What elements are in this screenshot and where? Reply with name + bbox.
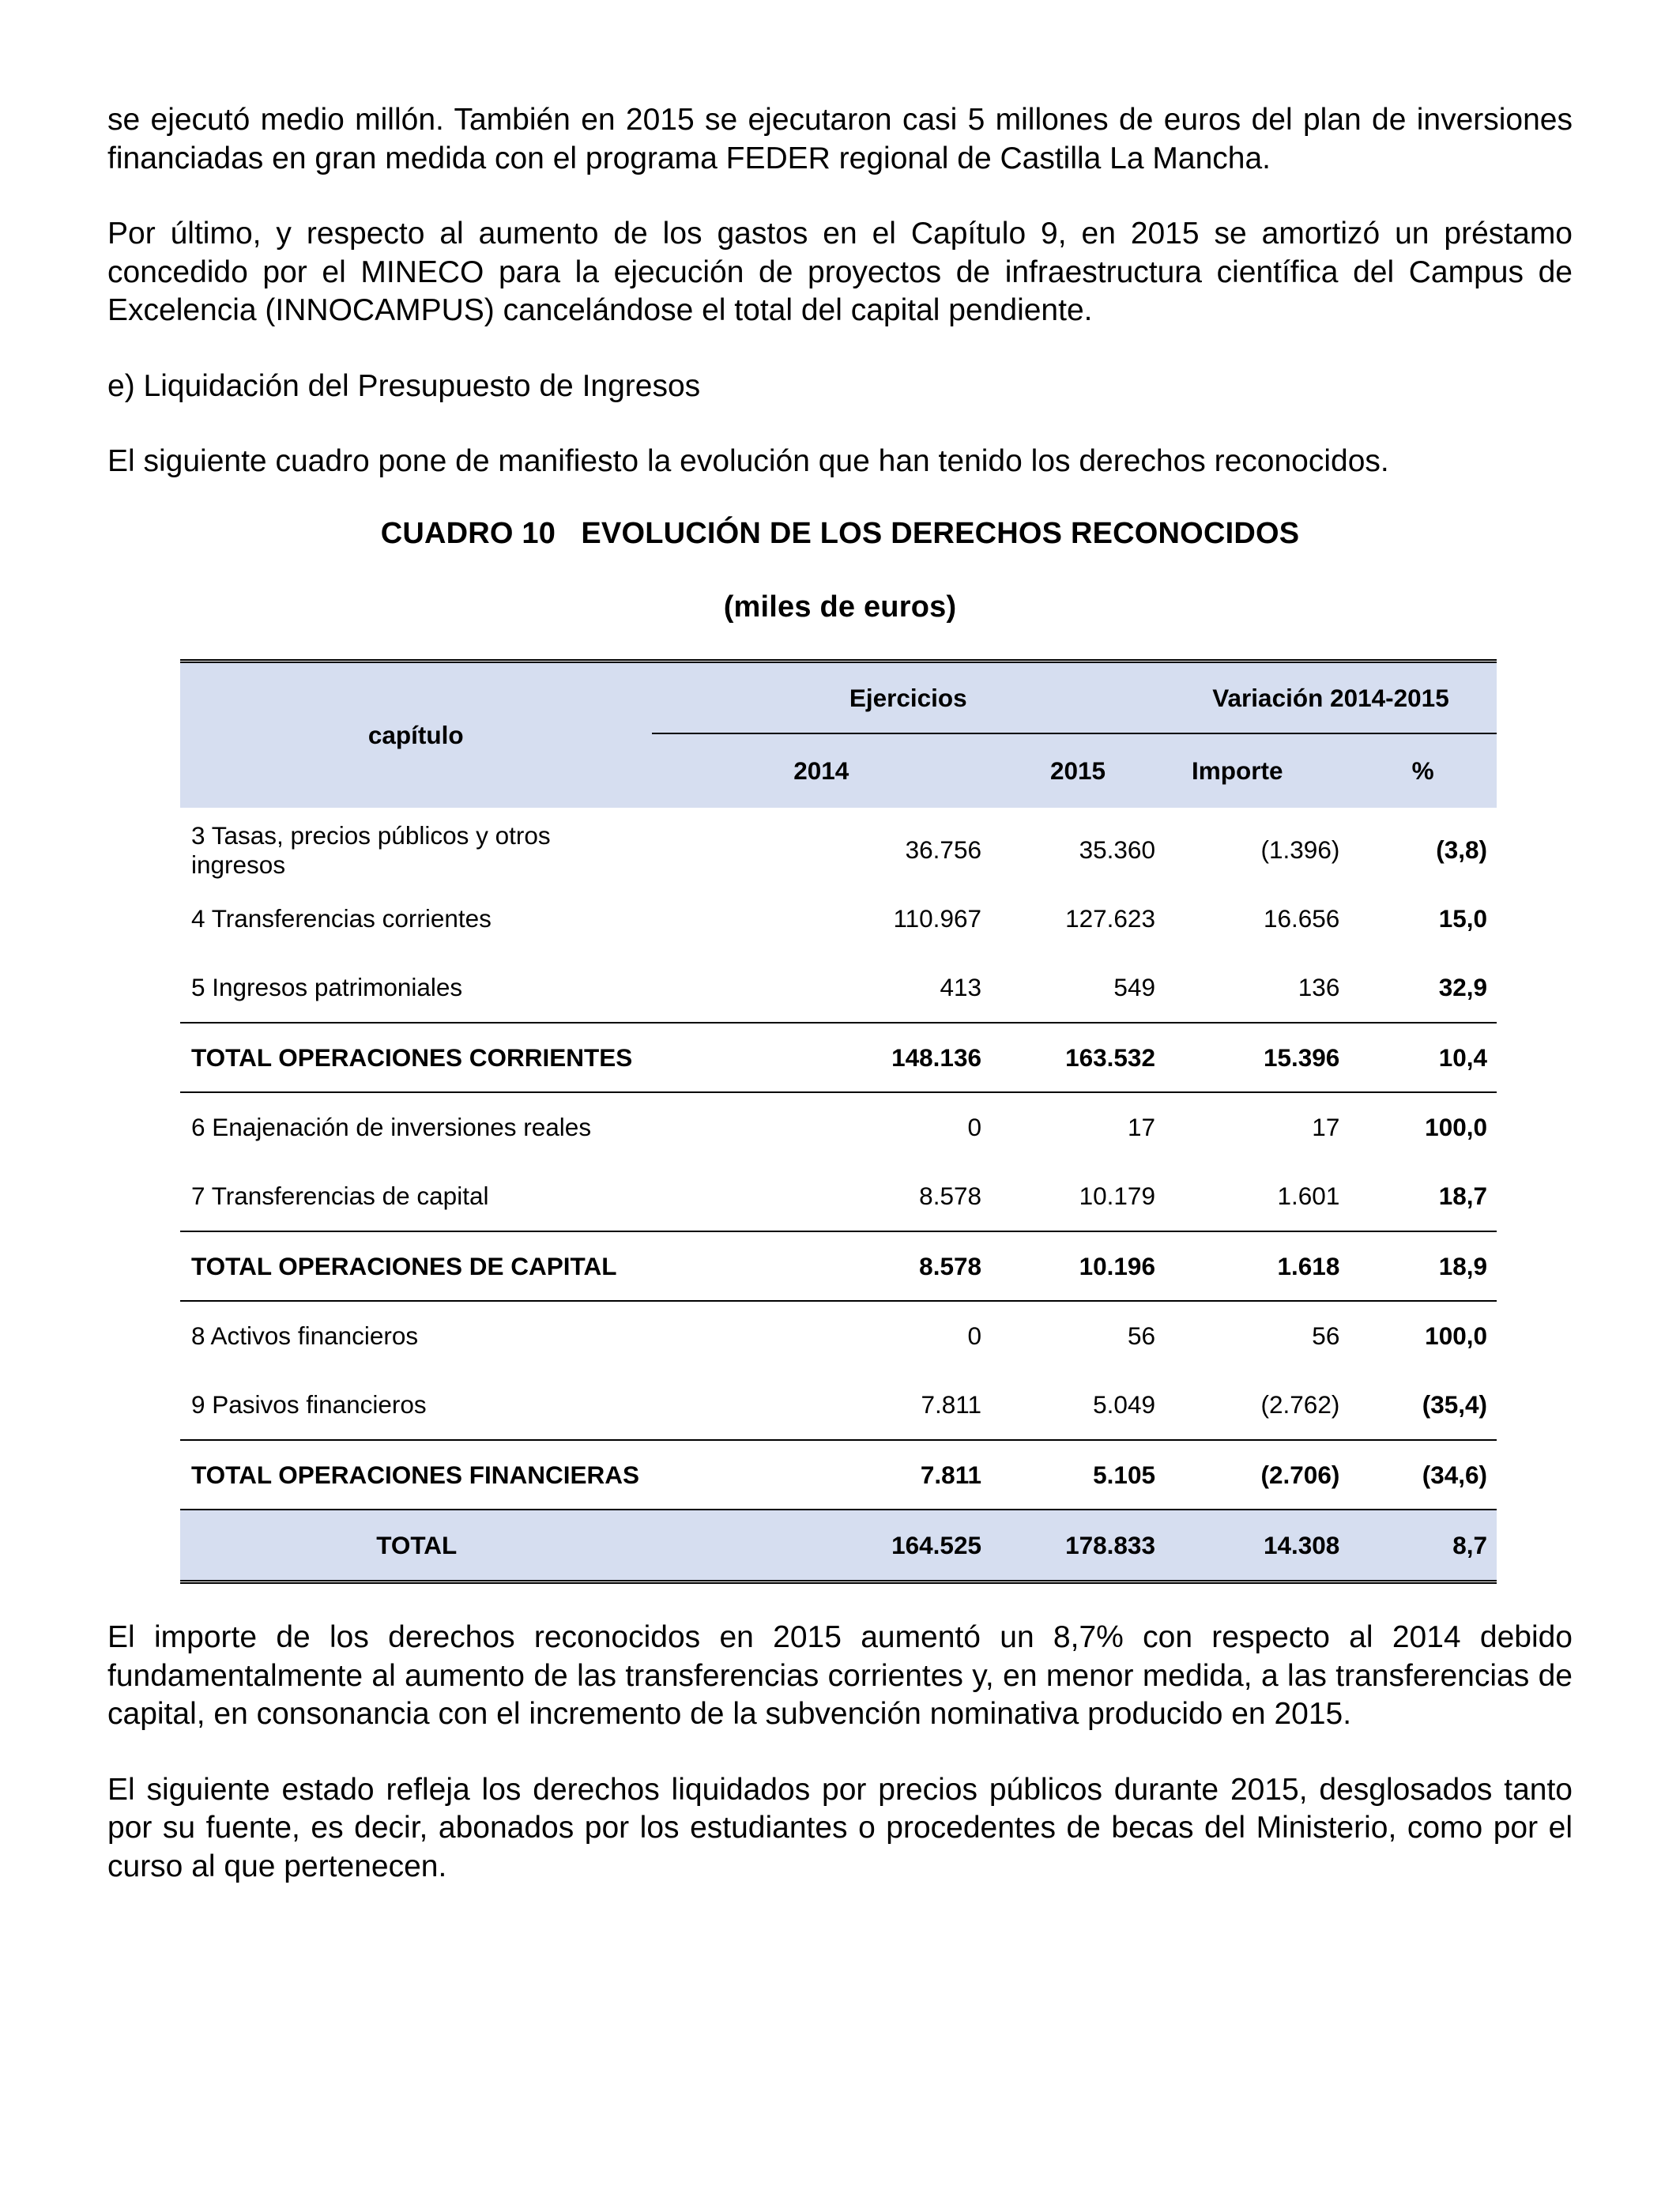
section-heading: e) Liquidación del Presupuesto de Ingresos [107,368,701,403]
cell-2015: 56 [991,1301,1165,1370]
table-row [180,1092,1497,1162]
row-label: 8 Activos financieros [180,1301,652,1370]
cell-2015: 127.623 [1065,904,1155,933]
row-label: 5 Ingresos patrimoniales [191,973,463,1001]
cell-pct: 100,0 [1349,1301,1497,1370]
cell-importe: 1.618 [1165,1231,1349,1301]
cell-importe: (1.396) [1260,835,1340,864]
document-body-after [107,1619,1573,1886]
table-row [180,884,1497,953]
cell-pct: 18,7 [1438,1182,1487,1210]
header-2015: 2015 [991,733,1165,808]
cell-2014: 7.811 [921,1390,981,1419]
header-variacion: Variación 2014-2015 [1165,663,1497,733]
derechos-table [180,663,1497,1580]
cell-importe: 1.601 [1277,1182,1340,1210]
row-label: TOTAL OPERACIONES FINANCIERAS [180,1440,652,1510]
cell-pct: 15,0 [1438,904,1487,933]
paragraph-5: El siguiente estado refleja los derechos liquidados por precios públicos durante 2015, desglosados tanto por su fuente, es decir, abonados por los estudiantes o procedentes de becas del Ministerio, como por el curso al que pertenecen. [107,1772,1573,1883]
cell-2015: 163.532 [991,1023,1165,1092]
table-subtitle: (miles de euros) [723,590,957,624]
cell-2014: 413 [940,973,981,1001]
table-row [180,1440,1497,1510]
cell-2015: 5.049 [1093,1390,1155,1419]
cell-importe: 56 [1165,1301,1349,1370]
table-row [180,808,1497,884]
paragraph-4: El importe de los derechos reconocidos en 2015 aumentó un 8,7% con respecto al 2014 debido fundamentalmente al aumento de las transferencias corrientes y, en menor medida, a las transferencias de capital, en consonancia con el incremento de la subvención nominativa producido en 2015. [107,1620,1573,1731]
header-2014: 2014 [652,733,991,808]
cell-2014: 8.578 [652,1231,991,1301]
cell-2015: 35.360 [1079,835,1155,864]
cell-pct: (34,6) [1349,1440,1497,1510]
cell-2015: 178.833 [991,1510,1165,1580]
cell-importe: 136 [1298,973,1340,1001]
row-label: TOTAL OPERACIONES DE CAPITAL [180,1231,652,1301]
cell-2014: 36.756 [905,835,981,864]
row-label: TOTAL OPERACIONES CORRIENTES [180,1023,652,1092]
cell-2014: 148.136 [652,1023,991,1092]
cell-importe: 16.656 [1263,904,1340,933]
cell-2014: 8.578 [919,1182,981,1210]
cell-2015: 17 [991,1092,1165,1162]
table-bottom-border [180,1580,1497,1584]
table-title: CUADRO 10 EVOLUCIÓN DE LOS DERECHOS RECONOCIDOS [380,516,1300,550]
header-pct: % [1349,733,1497,808]
paragraph-2: Por último, y respecto al aumento de los gastos en el Capítulo 9, en 2015 se amortizó un préstamo concedido por el MINECO para la ejecución de proyectos de infraestructura científica del Campus de Excelencia (INNOCAMPUS) cancelándose el total del capital pendiente. [107,217,1573,327]
table-row [180,1301,1497,1370]
row-label: 3 Tasas, precios públicos y otros ingresos [191,820,551,879]
row-label: 7 Transferencias de capital [191,1182,489,1210]
document-body [107,101,1573,624]
cell-importe: 17 [1165,1092,1349,1162]
cell-pct: 100,0 [1349,1092,1497,1162]
table-row [180,1510,1497,1580]
cell-2015: 5.105 [991,1440,1165,1510]
cell-importe: 14.308 [1165,1510,1349,1580]
cell-2014: 164.525 [652,1510,991,1580]
cell-pct: 8,7 [1349,1510,1497,1580]
row-label: 4 Transferencias corrientes [191,904,492,933]
table-row [180,1370,1497,1440]
cell-2015: 549 [1113,973,1155,1001]
cell-2014: 7.811 [652,1440,991,1510]
cell-pct: 32,9 [1438,973,1487,1001]
cell-pct: (3,8) [1436,835,1487,864]
cell-2015: 10.179 [1079,1182,1155,1210]
cell-importe: 15.396 [1165,1023,1349,1092]
cell-2014: 0 [652,1092,991,1162]
table-container [180,659,1497,1584]
row-label: TOTAL [180,1510,652,1580]
table-row [180,1162,1497,1231]
cell-2014: 0 [652,1301,991,1370]
table-row [180,953,1497,1023]
paragraph-1: se ejecutó medio millón. También en 2015 se ejecutaron casi 5 millones de euros del plan de inversiones financiadas en gran medida con el programa FEDER regional de Castilla La Mancha. [107,103,1573,175]
table-row [180,1231,1497,1301]
header-ejercicios: Ejercicios [652,663,1165,733]
row-label: 9 Pasivos financieros [191,1390,427,1419]
table-row [180,1023,1497,1092]
cell-2014: 110.967 [893,904,981,933]
cell-importe: (2.706) [1165,1440,1349,1510]
row-label: 6 Enajenación de inversiones reales [180,1092,652,1162]
cell-2015: 10.196 [991,1231,1165,1301]
paragraph-3: El siguiente cuadro pone de manifiesto la evolución que han tenido los derechos reconocidos. [107,444,1389,478]
table-body [180,808,1497,1580]
cell-pct: 10,4 [1349,1023,1497,1092]
header-importe: Importe [1165,733,1349,808]
cell-importe: (2.762) [1260,1390,1340,1419]
cell-pct: 18,9 [1349,1231,1497,1301]
cell-pct: (35,4) [1422,1390,1487,1419]
header-capitulo: capítulo [180,663,652,808]
